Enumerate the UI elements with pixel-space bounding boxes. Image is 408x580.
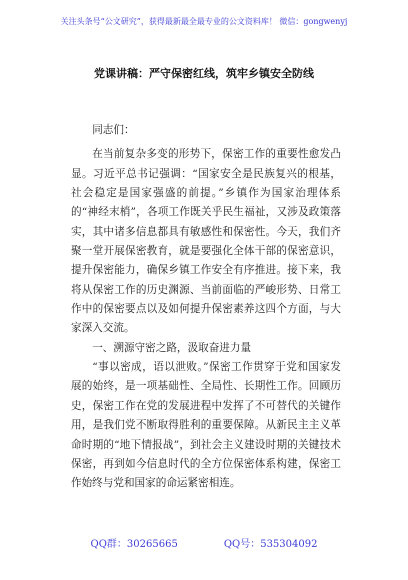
footer-qq-group: QQ群：30265665 (90, 539, 178, 550)
intro-paragraph: 在当前复杂多变的形势下，保密工作的重要性愈发凸显。习近平总书记强调：“国家安全是民族复兴的根基，社会稳定是国家强盛的前提。”乡镇作为国家治理体系的“神经末梢”，各项工作既关乎民生福祉，又涉及政策落实，其中诸多信息都具有敏感性和保密性。今天，我们齐聚一堂开展保密教育，就是要强化全体干部的保密意识，提升保密能力，确保乡镇工作安全有序推进。接下来，我将从保密工作的历史渊源、当前面临的严峻形势、日常工作中的保密要点以及如何提升保密素养这四个方面，与大家深入交流。 (71, 148, 341, 335)
footer-contact (0, 539, 408, 551)
salutation: 同志们： (92, 124, 135, 136)
header-promo-note: 关注头条号“公文研究”，获得最新最全最专业的公文资料库！ 微信：gongwenyj (60, 17, 348, 26)
document-title: 党课讲稿：严守保密红线，筑牢乡镇安全防线 (94, 67, 314, 80)
document-body (71, 121, 341, 494)
section-heading: 一、溯源守密之路，汲取奋进力量 (92, 341, 252, 354)
footer-qq-number: QQ号：535304092 (223, 539, 318, 550)
section-paragraph: “事以密成，语以泄败。”保密工作贯穿于党和国家发展的始终，是一项基础性、全局性、长期性工作。回顾历史，保密工作在党的发展进程中发挥了不可替代的关键作用，是我们党不断取得胜利的重要保障。从新民主主义革命时期的“地下情报战”，到社会主义建设时期的关键技术保密，再到如今信息时代的全方位保密体系构建，保密工作始终与党和国家的命运紧密相连。 (71, 361, 341, 490)
